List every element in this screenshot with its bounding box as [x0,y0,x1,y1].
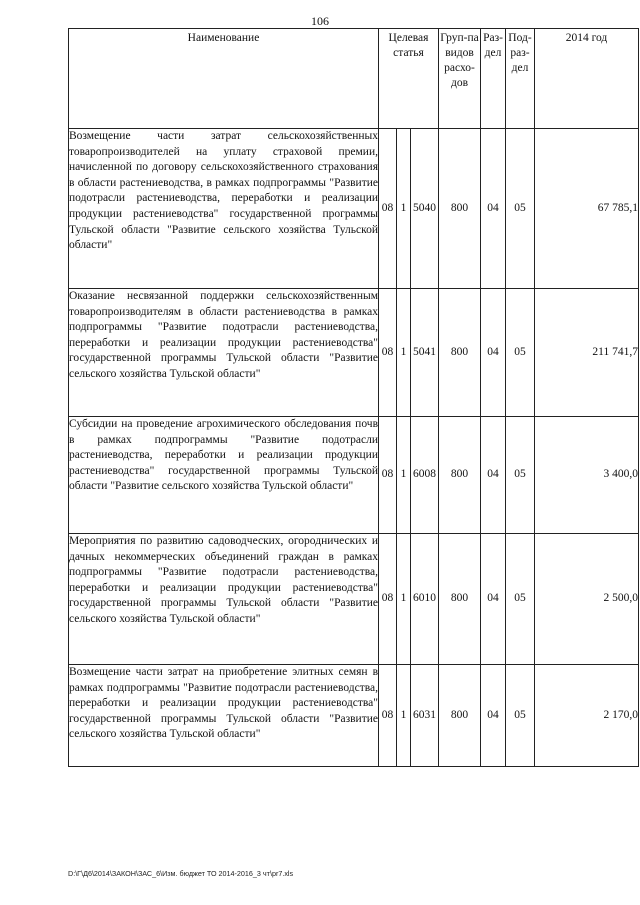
row-subprogram: 1 [397,129,411,289]
row-program: 08 [379,534,397,665]
row-group: 800 [439,289,481,417]
budget-table [68,28,639,767]
row-code: 5041 [411,289,439,417]
row-subprogram: 1 [397,417,411,534]
row-group: 800 [439,665,481,767]
row-section: 04 [481,534,506,665]
row-subsection: 05 [506,534,535,665]
header-expense-group: Груп-па видов расхо-дов [439,29,481,129]
row-name: Оказание несвязанной поддержки сельскохозяйственным товаропроизводителям в области растениеводства в рамках подпрограммы "Развитие подотрасли растениеводства, переработки и реализации продукции растениеводства" государственной программы Тульской области "Развитие сельского хозяйства Тульской области" [69,289,379,417]
table-row [69,665,639,767]
row-name: Субсидии на проведение агрохимического обследования почв в рамках подпрограммы "Развитие подотрасли растениеводства, переработки и реализации продукции растениеводства" государственной программы Тульской области "Развитие сельского хозяйства Тульской области" [69,417,379,534]
row-name: Возмещение части затрат сельскохозяйственных товаропроизводителей на уплату страховой премии, начисленной по договору сельскохозяйственного страхования в области растениеводства, в рамках подпрограммы "Развитие подотрасли растениеводства, переработки и реализации продукции растениеводства" государственной программы Тульской области "Развитие сельского хозяйства Тульской области" [69,129,379,289]
row-group: 800 [439,417,481,534]
row-subsection: 05 [506,289,535,417]
header-target-article: Целевая статья [379,29,439,129]
header-subsection: Под-раз-дел [506,29,535,129]
row-subsection: 05 [506,129,535,289]
row-name: Возмещение части затрат на приобретение элитных семян в рамках подпрограммы "Развитие подотрасли растениеводства, переработки и реализации продукции растениеводства" государственной программы Тульской области "Развитие сельского хозяйства Тульской области" [69,665,379,767]
row-code: 5040 [411,129,439,289]
row-subprogram: 1 [397,534,411,665]
row-amount: 211 741,7 [535,289,639,417]
row-group: 800 [439,534,481,665]
header-year: 2014 год [535,29,639,129]
table-row [69,289,639,417]
row-section: 04 [481,129,506,289]
row-program: 08 [379,665,397,767]
row-code: 6010 [411,534,439,665]
row-subprogram: 1 [397,289,411,417]
file-path-footer: D:\Г\Д6\2014\ЗАКОН\ЗАС_6\Изм. бюджет ТО 2014-2016_3 чт\pr7.xls [68,869,294,878]
page-number: 106 [311,14,329,28]
header-name: Наименование [69,29,379,129]
row-amount: 2 170,0 [535,665,639,767]
row-code: 6008 [411,417,439,534]
table-row [69,129,639,289]
row-program: 08 [379,129,397,289]
row-subsection: 05 [506,665,535,767]
table-row [69,534,639,665]
row-name: Мероприятия по развитию садоводческих, огороднических и дачных некоммерческих объединений граждан в рамках подпрограммы "Развитие подотрасли растениеводства, переработки и реализации продукции растениеводства" государственной программы Тульской области "Развитие сельского хозяйства Тульской области" [69,534,379,665]
row-group: 800 [439,129,481,289]
row-program: 08 [379,417,397,534]
row-amount: 2 500,0 [535,534,639,665]
row-subsection: 05 [506,417,535,534]
row-amount: 3 400,0 [535,417,639,534]
row-subprogram: 1 [397,665,411,767]
row-section: 04 [481,665,506,767]
row-section: 04 [481,289,506,417]
header-row [69,29,639,129]
row-program: 08 [379,289,397,417]
row-code: 6031 [411,665,439,767]
table-row [69,417,639,534]
header-section: Раз-дел [481,29,506,129]
row-amount: 67 785,1 [535,129,639,289]
row-section: 04 [481,417,506,534]
